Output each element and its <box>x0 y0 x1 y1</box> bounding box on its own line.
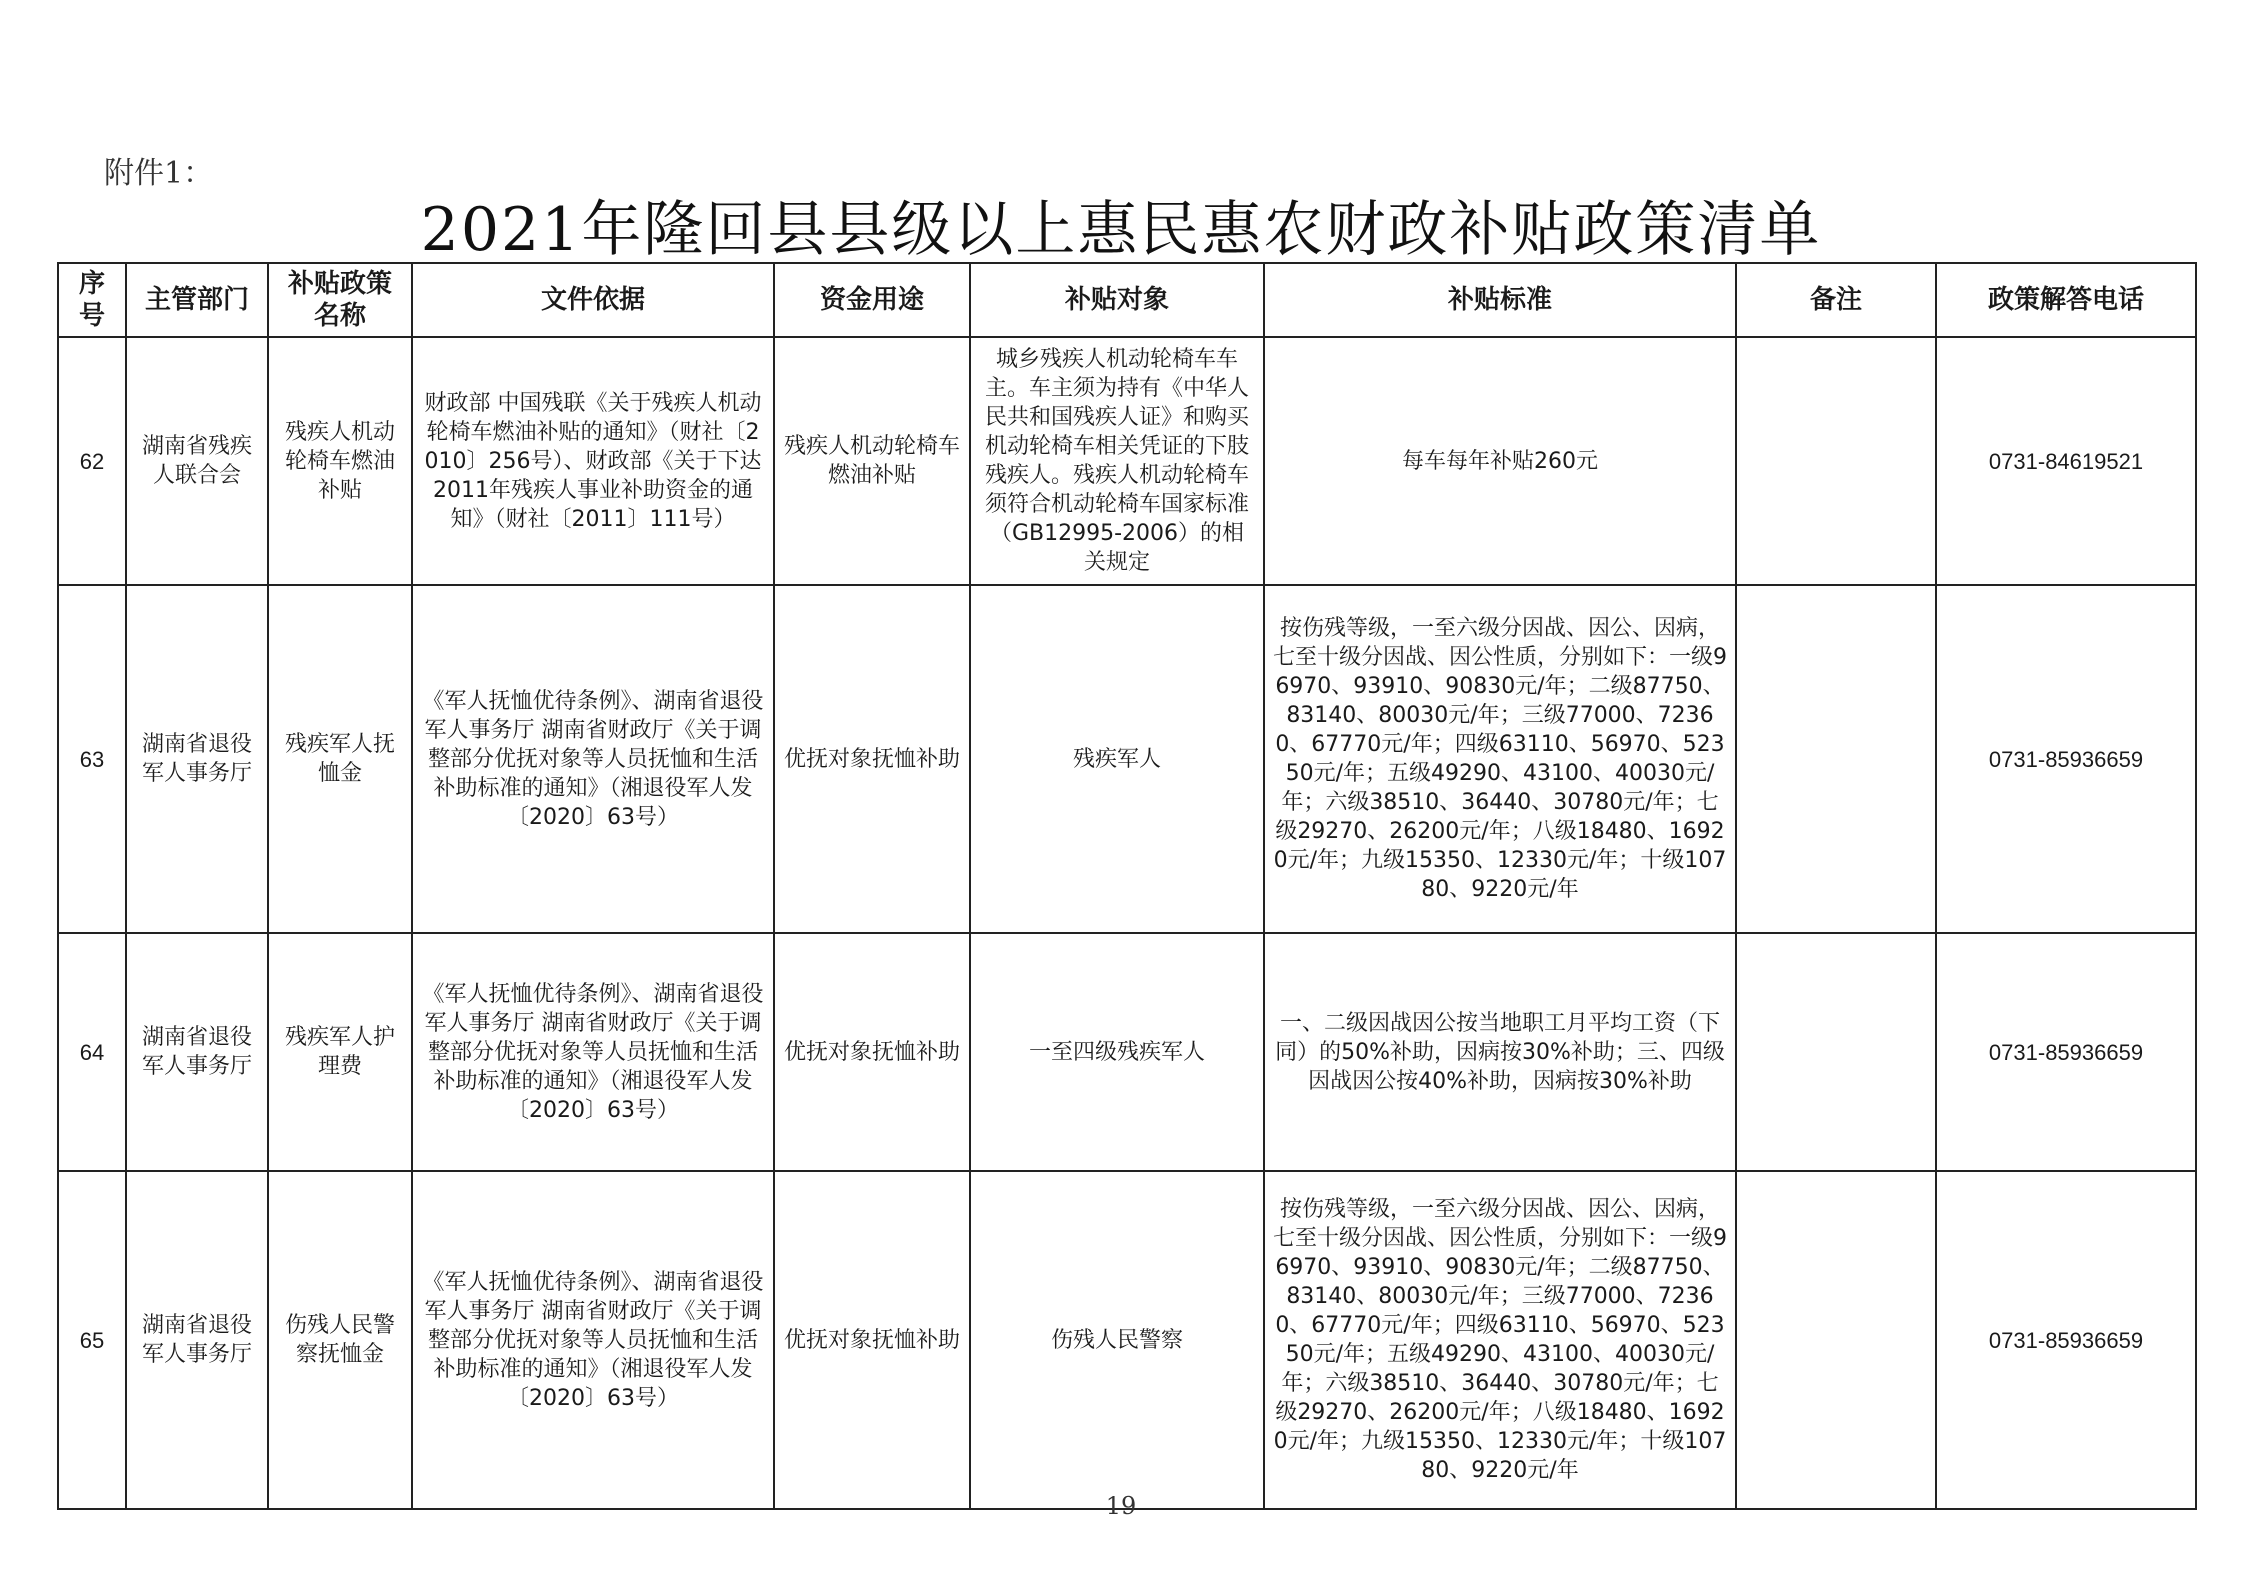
cell-basis: 《军人抚恤优待条例》、湖南省退役军人事务厅 湖南省财政厅《关于调整部分优抚对象等人员抚恤和生活补助标准的通知》（湘退役军人发〔2020〕63号） <box>412 933 774 1171</box>
cell-dept: 湖南省残疾人联合会 <box>126 337 268 585</box>
cell-phone: 0731-85936659 <box>1936 585 2196 933</box>
table-row <box>58 933 2196 1171</box>
document-title: 2021年隆回县县级以上惠民惠农财政补贴政策清单 <box>420 195 1822 265</box>
header-remark: 备注 <box>1736 263 1936 337</box>
cell-usage: 残疾人机动轮椅车燃油补贴 <box>774 337 970 585</box>
page-number: 19 <box>1105 1492 1137 1520</box>
cell-seq: 62 <box>58 337 126 585</box>
header-basis: 文件依据 <box>412 263 774 337</box>
policy-table <box>57 262 2197 1510</box>
cell-phone: 0731-85936659 <box>1936 1171 2196 1509</box>
cell-standard: 按伤残等级，一至六级分因战、因公、因病，七至十级分因战、因公性质，分别如下：一级96970、93910、90830元/年；二级87750、83140、80030元/年；三级77000、72360、67770元/年；四级63110、56970、52350元/年；五级49290、43100、40030元/年；六级38510、36440、30780元/年；七级29270、26200元/年；八级18480、16920元/年；九级15350、12330元/年；十级10780、9220元/年 <box>1264 1171 1736 1509</box>
cell-target: 残疾军人 <box>970 585 1264 933</box>
cell-seq: 64 <box>58 933 126 1171</box>
policy-table-container <box>57 262 2195 1510</box>
cell-policy: 残疾军人抚恤金 <box>268 585 412 933</box>
cell-usage: 优抚对象抚恤补助 <box>774 1171 970 1509</box>
cell-dept: 湖南省退役军人事务厅 <box>126 585 268 933</box>
cell-target: 伤残人民警察 <box>970 1171 1264 1509</box>
cell-policy: 残疾军人护理费 <box>268 933 412 1171</box>
cell-standard: 一、二级因战因公按当地职工月平均工资（下同）的50%补助，因病按30%补助；三、四级因战因公按40%补助，因病按30%补助 <box>1264 933 1736 1171</box>
header-target: 补贴对象 <box>970 263 1264 337</box>
header-policy: 补贴政策名称 <box>268 263 412 337</box>
cell-remark <box>1736 1171 1936 1509</box>
cell-remark <box>1736 933 1936 1171</box>
cell-target: 一至四级残疾军人 <box>970 933 1264 1171</box>
cell-phone: 0731-84619521 <box>1936 337 2196 585</box>
cell-policy: 伤残人民警察抚恤金 <box>268 1171 412 1509</box>
header-usage: 资金用途 <box>774 263 970 337</box>
table-header-row <box>58 263 2196 337</box>
header-phone: 政策解答电话 <box>1936 263 2196 337</box>
cell-remark <box>1736 337 1936 585</box>
cell-dept: 湖南省退役军人事务厅 <box>126 1171 268 1509</box>
header-seq: 序号 <box>58 263 126 337</box>
table-row <box>58 585 2196 933</box>
cell-seq: 65 <box>58 1171 126 1509</box>
cell-seq: 63 <box>58 585 126 933</box>
cell-basis: 《军人抚恤优待条例》、湖南省退役军人事务厅 湖南省财政厅《关于调整部分优抚对象等人员抚恤和生活补助标准的通知》（湘退役军人发〔2020〕63号） <box>412 585 774 933</box>
cell-basis: 财政部 中国残联《关于残疾人机动轮椅车燃油补贴的通知》（财社〔2010〕256号）、财政部《关于下达2011年残疾人事业补助资金的通知》（财社〔2011〕111号） <box>412 337 774 585</box>
cell-standard: 按伤残等级，一至六级分因战、因公、因病，七至十级分因战、因公性质，分别如下：一级96970、93910、90830元/年；二级87750、83140、80030元/年；三级77000、72360、67770元/年；四级63110、56970、52350元/年；五级49290、43100、40030元/年；六级38510、36440、30780元/年；七级29270、26200元/年；八级18480、16920元/年；九级15350、12330元/年；十级10780、9220元/年 <box>1264 585 1736 933</box>
cell-target: 城乡残疾人机动轮椅车车主。车主须为持有《中华人民共和国残疾人证》和购买机动轮椅车相关凭证的下肢残疾人。残疾人机动轮椅车须符合机动轮椅车国家标准（GB12995-2006）的相关规定 <box>970 337 1264 585</box>
header-dept: 主管部门 <box>126 263 268 337</box>
header-standard: 补贴标准 <box>1264 263 1736 337</box>
cell-basis: 《军人抚恤优待条例》、湖南省退役军人事务厅 湖南省财政厅《关于调整部分优抚对象等人员抚恤和生活补助标准的通知》（湘退役军人发〔2020〕63号） <box>412 1171 774 1509</box>
table-row <box>58 1171 2196 1509</box>
cell-phone: 0731-85936659 <box>1936 933 2196 1171</box>
cell-dept: 湖南省退役军人事务厅 <box>126 933 268 1171</box>
cell-standard: 每车每年补贴260元 <box>1264 337 1736 585</box>
table-row <box>58 337 2196 585</box>
cell-remark <box>1736 585 1936 933</box>
cell-policy: 残疾人机动轮椅车燃油补贴 <box>268 337 412 585</box>
cell-usage: 优抚对象抚恤补助 <box>774 585 970 933</box>
cell-usage: 优抚对象抚恤补助 <box>774 933 970 1171</box>
attachment-label: 附件1： <box>104 156 214 191</box>
